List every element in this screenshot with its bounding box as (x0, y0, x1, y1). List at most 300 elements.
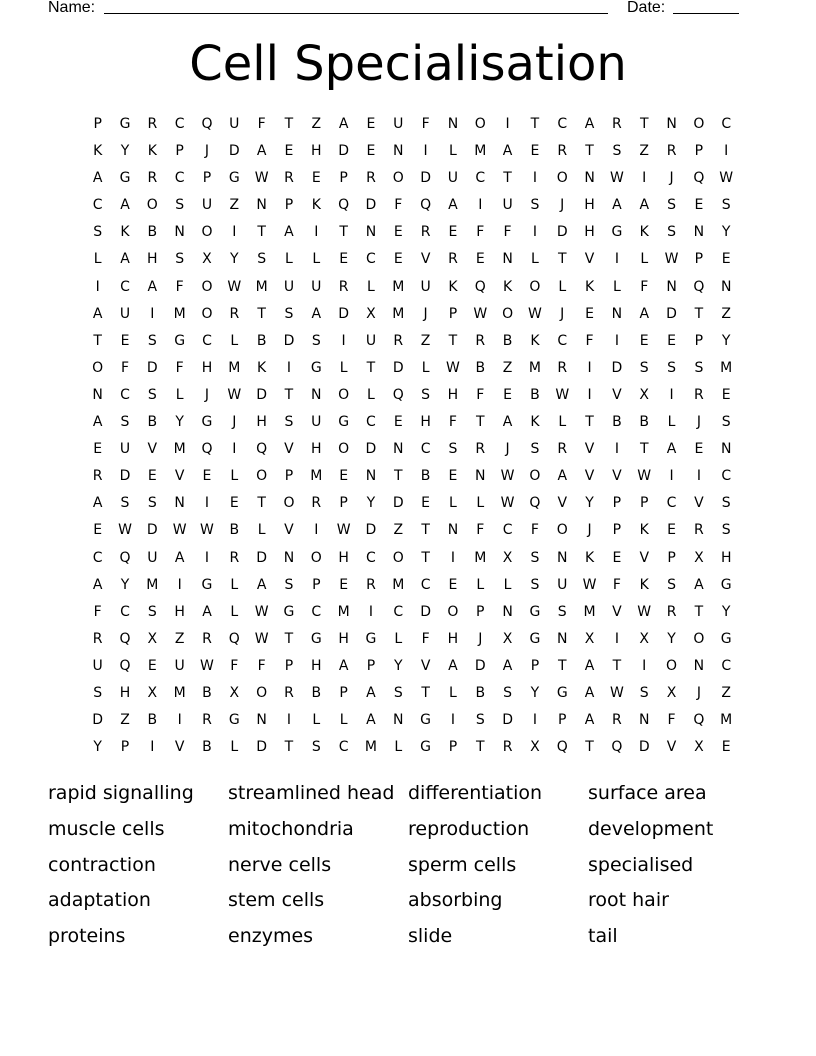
grid-letter: G (556, 684, 568, 701)
grid-letter: Q (228, 630, 240, 647)
grid-letter: U (311, 414, 322, 431)
grid-letter: V (147, 441, 158, 458)
grid-letter: I (532, 224, 537, 241)
grid-letter: K (584, 549, 595, 566)
grid-letter: V (174, 468, 185, 485)
grid-row (84, 490, 740, 517)
grid-letter: E (612, 549, 622, 566)
grid-letter: N (502, 251, 513, 268)
grid-letter: X (694, 549, 704, 566)
grid-letter: A (120, 197, 130, 214)
grid-letter: W (200, 657, 214, 674)
grid-letter: H (447, 386, 459, 403)
grid-letter: F (476, 386, 485, 403)
grid-row (84, 219, 740, 246)
grid-letter: F (667, 712, 676, 729)
grid-letter: S (311, 332, 321, 349)
page-title: Cell Specialisation (189, 36, 627, 92)
grid-row (84, 111, 740, 138)
grid-letter: E (120, 332, 130, 349)
grid-letter: T (694, 305, 704, 322)
grid-letter: Z (420, 332, 431, 349)
grid-letter: O (666, 657, 678, 674)
grid-letter: R (475, 441, 486, 458)
grid-letter: U (311, 278, 322, 295)
grid-letter: C (120, 603, 130, 620)
grid-letter: C (666, 495, 677, 512)
grid-letter: T (530, 116, 540, 132)
grid-letter: L (285, 251, 293, 268)
grid-letter: W (227, 278, 242, 295)
grid-letter: M (528, 359, 541, 376)
grid-letter: C (557, 116, 568, 132)
grid-letter: I (724, 143, 729, 160)
grid-letter: I (450, 712, 455, 729)
grid-letter: T (639, 441, 649, 458)
grid-letter: A (584, 657, 595, 674)
grid-letter: B (475, 684, 486, 701)
grid-letter: A (366, 684, 376, 701)
grid-letter: T (585, 414, 594, 431)
grid-letter: D (119, 468, 131, 485)
grid-letter: A (502, 143, 513, 160)
grid-letter: P (694, 143, 704, 160)
word-bank-item: development (588, 817, 714, 840)
grid-letter: G (283, 603, 295, 620)
grid-letter: C (502, 522, 513, 539)
grid-letter: D (228, 143, 240, 160)
grid-letter: F (503, 224, 512, 241)
grid-letter: P (448, 739, 458, 756)
grid-letter: D (365, 441, 377, 458)
grid-letter: O (529, 278, 541, 295)
grid-letter: U (365, 332, 377, 349)
grid-letter: W (254, 630, 269, 647)
grid-letter: I (532, 712, 537, 729)
grid-letter: T (585, 739, 594, 756)
grid-letter: P (366, 657, 376, 674)
grid-letter: Y (175, 414, 184, 431)
grid-letter: T (284, 739, 294, 756)
grid-letter: D (666, 305, 677, 322)
grid-row (84, 463, 740, 490)
grid-letter: I (587, 386, 592, 403)
grid-letter: B (530, 386, 540, 403)
grid-letter: W (527, 305, 542, 322)
grid-letter: T (257, 305, 266, 322)
grid-letter: X (502, 630, 513, 647)
grid-letter: O (502, 305, 514, 322)
grid-letter: A (174, 549, 185, 566)
grid-letter: N (311, 386, 322, 403)
grid-letter: Y (120, 576, 130, 593)
grid-row (84, 138, 740, 165)
grid-letter: S (503, 684, 513, 701)
grid-letter: T (421, 522, 430, 539)
grid-letter: L (421, 359, 430, 376)
grid-letter: N (693, 224, 705, 241)
grid-letter: L (175, 386, 184, 403)
grid-letter: J (505, 441, 510, 458)
grid-letter: J (478, 630, 483, 647)
grid-letter: E (448, 576, 458, 593)
grid-letter: S (93, 684, 103, 701)
grid-letter: F (448, 414, 457, 431)
grid-letter: S (667, 224, 676, 241)
grid-row (84, 680, 740, 707)
grid-letter: O (529, 468, 541, 485)
word-bank-item: root hair (588, 889, 669, 912)
grid-letter: A (256, 576, 267, 593)
grid-letter: O (693, 116, 705, 132)
grid-letter: P (694, 251, 704, 268)
grid-letter: R (694, 522, 704, 539)
grid-letter: T (475, 414, 485, 431)
grid-letter: R (366, 576, 376, 593)
date-blank-line (673, 13, 739, 14)
grid-letter: W (118, 522, 132, 539)
grid-letter: T (557, 251, 567, 268)
grid-letter: R (366, 170, 376, 187)
grid-letter: G (365, 630, 377, 647)
grid-letter: Q (556, 739, 568, 756)
grid-letter: I (341, 332, 346, 349)
grid-letter: V (420, 657, 431, 674)
grid-letter: I (204, 549, 210, 566)
grid-letter: F (585, 332, 594, 349)
grid-letter: I (669, 468, 674, 485)
grid-letter: W (500, 468, 515, 485)
grid-letter: W (254, 603, 269, 620)
grid-letter: C (120, 386, 130, 403)
grid-letter: F (530, 522, 539, 539)
grid-letter: X (530, 739, 540, 756)
grid-letter: M (173, 684, 186, 701)
grid-letter: B (502, 332, 513, 349)
grid-letter: V (612, 603, 622, 620)
grid-letter: I (150, 739, 155, 756)
grid-letter: P (312, 576, 321, 593)
grid-letter: R (229, 305, 240, 322)
word-bank-item: differentiation (408, 782, 543, 804)
word-bank-item: specialised (588, 853, 694, 876)
grid-letter: R (557, 359, 568, 376)
grid-letter: H (311, 143, 322, 160)
grid-letter: C (420, 441, 431, 458)
grid-letter: H (338, 549, 349, 566)
grid-letter: P (694, 332, 704, 349)
word-bank-item: muscle cells (48, 817, 165, 840)
grid-letter: I (204, 495, 210, 512)
grid-letter: H (174, 603, 185, 620)
grid-letter: Q (119, 549, 131, 566)
grid-letter: L (531, 251, 539, 268)
grid-letter: Y (585, 495, 594, 512)
grid-letter: T (284, 386, 294, 403)
grid-letter: W (609, 170, 624, 187)
grid-letter: A (366, 712, 376, 729)
grid-letter: Y (393, 657, 403, 674)
grid-letter: U (229, 116, 240, 132)
grid-letter: A (338, 657, 349, 674)
grid-letter: C (393, 603, 404, 620)
grid-letter: R (92, 630, 103, 647)
grid-letter: X (666, 684, 677, 701)
grid-letter: S (667, 359, 676, 376)
grid-letter: I (286, 712, 292, 729)
word-bank-item: nerve cells (228, 853, 332, 876)
grid-letter: S (120, 414, 130, 431)
grid-letter: D (256, 739, 268, 756)
grid-letter: O (201, 224, 213, 241)
grid-letter: D (146, 359, 158, 376)
grid-letter: G (174, 332, 186, 349)
grid-row (84, 599, 740, 626)
grid-letter: D (92, 712, 104, 729)
grid-letter: L (312, 251, 321, 268)
grid-letter: K (147, 143, 157, 160)
grid-letter: K (639, 224, 649, 241)
grid-letter: D (338, 143, 349, 160)
grid-letter: P (558, 712, 567, 729)
word-bank-item: enzymes (228, 925, 314, 948)
grid-letter: T (93, 332, 102, 349)
grid-letter: V (612, 468, 622, 485)
grid-letter: S (93, 224, 103, 241)
grid-letter: A (147, 278, 158, 295)
grid-letter: N (666, 116, 677, 132)
grid-letter: Q (256, 441, 268, 458)
grid-letter: A (666, 441, 677, 458)
grid-letter: K (584, 278, 595, 295)
grid-letter: R (92, 468, 103, 485)
grid-letter: H (720, 549, 732, 566)
grid-letter: I (614, 251, 619, 268)
grid-letter: H (119, 684, 131, 701)
grid-letter: O (693, 630, 705, 647)
word-bank-item: tail (588, 925, 618, 948)
grid-letter: N (611, 305, 623, 322)
grid-letter: E (721, 251, 731, 268)
grid-letter: L (476, 576, 485, 593)
grid-letter: Y (530, 684, 540, 701)
grid-letter: S (393, 684, 403, 701)
grid-letter: O (556, 170, 568, 187)
grid-letter: R (147, 116, 158, 132)
grid-letter: B (202, 684, 212, 701)
grid-letter: Z (639, 143, 650, 160)
grid-letter: M (173, 305, 186, 322)
grid-letter: N (475, 468, 486, 485)
grid-letter: S (284, 576, 294, 593)
grid-letter: P (612, 495, 622, 512)
grid-letter: A (92, 305, 103, 322)
grid-letter: Y (667, 630, 676, 647)
grid-letter: O (556, 522, 568, 539)
grid-letter: M (720, 359, 733, 376)
grid-letter: Z (311, 116, 322, 132)
grid-letter: G (720, 630, 732, 647)
grid-letter: Y (230, 251, 239, 268)
grid-letter: V (284, 522, 294, 539)
grid-letter: M (310, 468, 323, 485)
grid-letter: B (256, 332, 267, 349)
grid-letter: R (229, 549, 240, 566)
grid-letter: F (120, 359, 130, 376)
grid-letter: F (476, 224, 485, 241)
word-bank-item: sperm cells (408, 853, 517, 876)
grid-letter: S (311, 739, 321, 756)
grid-letter: F (257, 657, 266, 674)
grid-letter: B (147, 414, 158, 431)
grid-letter: S (421, 386, 431, 403)
grid-letter: T (421, 684, 430, 701)
grid-letter: P (476, 603, 485, 620)
grid-letter: A (92, 576, 103, 593)
grid-letter: S (147, 332, 157, 349)
grid-letter: Z (721, 305, 731, 322)
word-bank-item: contraction (48, 853, 156, 876)
grid-letter: C (366, 549, 376, 566)
grid-letter: S (721, 197, 731, 214)
grid-letter: D (502, 712, 513, 729)
grid-letter: V (666, 739, 677, 756)
grid-letter: I (95, 278, 100, 295)
grid-letter: S (475, 712, 485, 729)
grid-letter: W (473, 305, 488, 322)
grid-letter: I (286, 359, 292, 376)
grid-row (84, 436, 740, 463)
grid-letter: C (366, 414, 376, 431)
grid-letter: N (283, 549, 295, 566)
grid-letter: N (638, 712, 650, 729)
grid-letter: S (530, 197, 540, 214)
grid-letter: Q (392, 386, 404, 403)
grid-letter: P (339, 684, 348, 701)
grid-row (84, 626, 740, 653)
grid-letter: X (366, 305, 376, 322)
grid-letter: N (666, 278, 677, 295)
grid-letter: F (175, 359, 184, 376)
grid-letter: J (423, 305, 428, 322)
grid-letter: M (392, 576, 405, 593)
grid-letter: K (311, 197, 321, 214)
grid-letter: O (338, 386, 350, 403)
grid-letter: I (614, 441, 619, 458)
grid-letter: X (229, 684, 240, 701)
grid-letter: T (284, 630, 294, 647)
grid-letter: D (283, 332, 295, 349)
grid-letter: V (420, 251, 431, 268)
grid-letter: E (284, 143, 294, 160)
grid-letter: L (230, 332, 239, 349)
grid-letter: V (584, 251, 595, 268)
grid-letter: P (284, 468, 294, 485)
grid-letter: B (475, 359, 486, 376)
date-label: Date: (627, 0, 666, 16)
grid-letter: L (558, 414, 567, 431)
grid-letter: S (721, 522, 731, 539)
grid-letter: N (584, 170, 595, 187)
grid-letter: U (502, 197, 513, 214)
grid-letter: K (530, 332, 540, 349)
grid-letter: I (587, 359, 592, 376)
grid-letter: T (475, 739, 485, 756)
grid-letter: F (476, 522, 485, 539)
grid-letter: I (614, 332, 619, 349)
grid-letter: W (664, 251, 679, 268)
grid-letter: A (284, 224, 294, 241)
grid-letter: L (503, 576, 512, 593)
grid-letter: C (475, 170, 486, 187)
grid-row (84, 409, 740, 436)
grid-letter: A (338, 116, 349, 132)
grid-letter: D (365, 197, 377, 214)
word-bank-item: mitochondria (228, 817, 354, 840)
grid-letter: S (448, 441, 458, 458)
grid-letter: K (530, 414, 540, 431)
grid-letter: E (421, 495, 431, 512)
grid-letter: O (392, 170, 404, 187)
grid-letter: V (284, 441, 294, 458)
grid-letter: I (423, 143, 428, 160)
grid-letter: F (175, 278, 184, 295)
grid-letter: S (284, 305, 294, 322)
grid-letter: R (475, 332, 486, 349)
grid-letter: S (667, 197, 676, 214)
grid-letter: R (557, 441, 568, 458)
grid-letter: P (640, 495, 649, 512)
grid-letter: S (639, 684, 649, 701)
grid-letter: J (204, 143, 210, 160)
grid-letter: B (229, 522, 240, 539)
word-bank-item: reproduction (408, 817, 530, 840)
grid-letter: N (502, 603, 513, 620)
grid-letter: T (503, 170, 512, 187)
grid-letter: J (560, 305, 565, 322)
grid-letter: G (720, 576, 732, 593)
grid-letter: L (230, 576, 239, 593)
grid-letter: D (392, 359, 404, 376)
grid-letter: L (640, 251, 649, 268)
grid-letter: L (230, 468, 239, 485)
grid-letter: E (366, 116, 376, 132)
name-label: Name: (48, 0, 96, 16)
grid-letter: W (637, 603, 652, 620)
grid-letter: E (721, 386, 731, 403)
grid-letter: Z (120, 712, 130, 729)
grid-letter: G (611, 224, 623, 241)
grid-letter: W (336, 522, 351, 539)
grid-letter: P (120, 739, 130, 756)
grid-letter: X (639, 630, 650, 647)
grid-letter: E (448, 224, 458, 241)
grid-letter: T (612, 657, 622, 674)
grid-letter: A (639, 197, 650, 214)
grid-letter: T (585, 143, 594, 160)
grid-letter: Q (420, 197, 432, 214)
grid-letter: C (420, 576, 431, 593)
grid-letter: N (720, 278, 732, 295)
grid-letter: I (642, 170, 647, 187)
grid-letter: T (557, 657, 567, 674)
grid-letter: R (612, 712, 622, 729)
word-bank-item: adaptation (48, 889, 151, 912)
grid-letter: E (311, 170, 321, 187)
grid-letter: D (638, 739, 650, 756)
grid-letter: G (529, 630, 541, 647)
grid-letter: L (367, 386, 375, 403)
